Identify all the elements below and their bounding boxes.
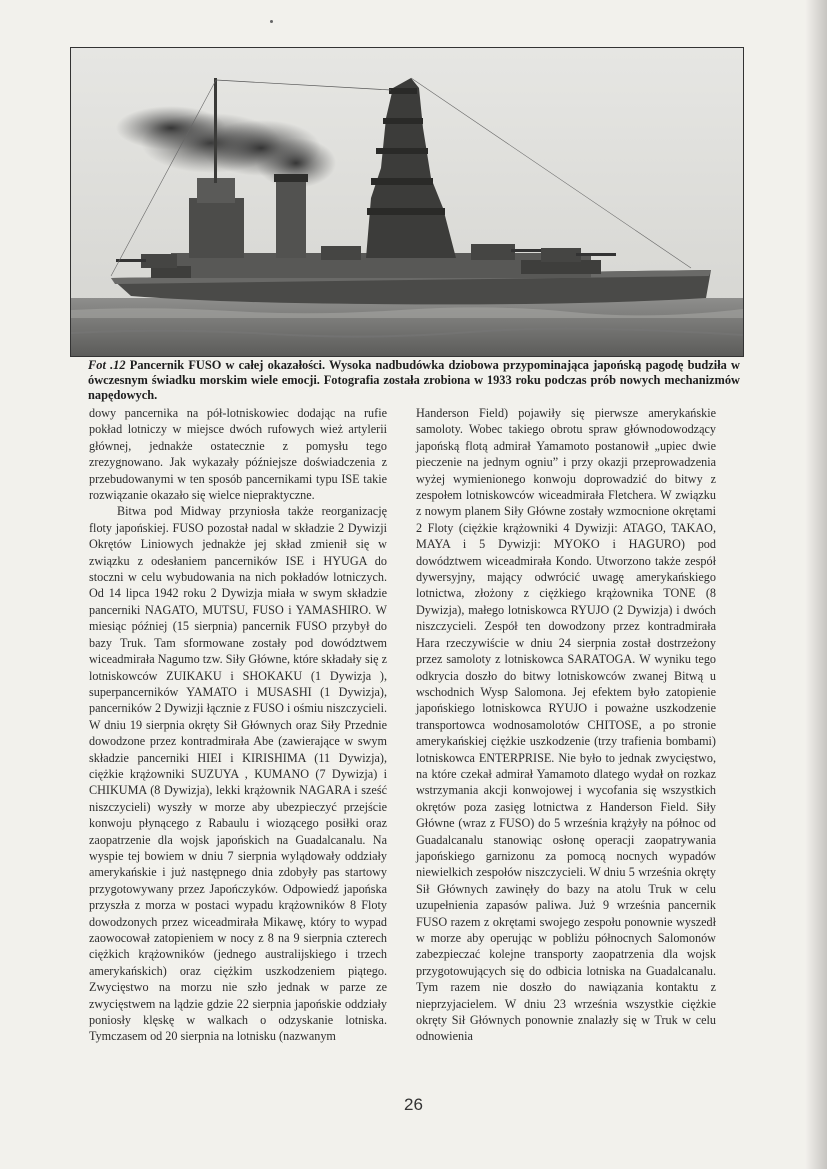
photo-caption: [88, 358, 740, 403]
text-column-right: [416, 405, 716, 1045]
caption-text: Pancernik FUSO w całej okazałości. Wysoka nadbudówka dziobowa przypominająca japońską pagodę budziła w ówczesnym świadku morskim wiele emocji. Fotografia została zrobiona w 1933 roku podczas prób nowych mechanizmów napędowych.: [88, 358, 740, 402]
page-edge-shadow: [805, 0, 827, 1169]
caption-label: Fot .12: [88, 358, 126, 372]
left-paragraph-2: Bitwa pod Midway przyniosła także reorganizację floty japońskiej. FUSO pozostał nadal w składzie 2 Dywizji Okrętów Liniowych jednakże jej skład zmienił się w związku z odesłaniem pancerników ISE i HYUGA do stoczni w celu wybudowania na nich pokładów lotniczych. Od 14 lipca 1942 roku 2 Dywizja miała w swym składzie pancerniki NAGATO, MUTSU, FUSO i YAMASHIRO. W miesiąc później (15 sierpnia) pancernik FUSO przybył do bazy Truk. Tam sformowane zostały pod dowództwem wiceadmirała Nagumo tzw. Siły Główne, które składały się z lotniskowców ZUIKAKU i SHOKAKU (1 Dywizja ), superpancerników YAMATO i MUSASHI (1 Dywizja), pancerników 2 Dywizji łącznie z FUSO i ośmiu niszczycieli. W dniu 19 sierpnia okręty Sił Głównych oraz Siły Przednie dowodzone przez kontradmirała Abe (zawierające w swym składzie pancerniki HIEI i KIRISHIMA (11 Dywizja), ciężkie krążowniki SUZUYA , KUMANO (7 Dywizja) i CHIKUMA (8 Dywizja), lekki krążownik NAGARA i sześć niszczycieli) wyszły w morze aby ubezpieczyć przejście konwoju płynącego z Rabaulu i wiozącego posiłki oraz zaopatrzenie dla wojsk japońskich na Guadalcanalu. Na wyspie tej bowiem w dniu 7 sierpnia wylądowały oddziały amerykańskie i już następnego dnia zdobyły pas startowy przygotowywany przez Japończyków. Odpowiedź japońska przyszła z morza w postaci wypadu krążowników 8 Floty dowodzonych przez wiceadmirała Mikawę, który to wypad zaowocował zatopieniem w nocy z 8 na 9 sierpnia czterech ciężkich krążowników (jednego australijskiego i trzech amerykańskich) oraz ciężkim uszkodzeniem piątego. Zwycięstwo na morzu nie szło jednak w parze ze zwycięstwem na lądzie gdzie 22 sierpnia japońskie oddziały poniosły klęskę w walkach o odzyskanie lotniska. Tymczasem od 20 sierpnia na lotnisku (nazwanym: [89, 504, 387, 1044]
scan-speck: [270, 20, 273, 23]
page-number: 26: [404, 1095, 423, 1114]
text-column-left: [89, 405, 387, 1045]
battleship-photo: [70, 47, 744, 357]
right-paragraph-1: Handerson Field) pojawiły się pierwsze amerykańskie samoloty. Wobec takiego obrotu spraw głównodowodzący japońską flotą admirał Yamamoto postanowił „upiec dwie pieczenie na jednym ogniu” i przy okazji przeprowadzenia wyżej wymienionego konwoju doprowadzić do bitwy z zespołem lotniskowców wiceadmirała Fletchera. W związku z nowym planem Siły Główne zostały wzmocnione okrętami 2 Floty (ciężkie krążowniki 4 Dywizji: ATAGO, TAKAO, MAYA i 5 Dywizji: MYOKO i HAGURO) pod dowództwem wiceadmirała Kondo. Utworzono także zespół dywersyjny, mający odwrócić uwagę amerykańskiego lotnictwa, złożony z ciężkiego krążownika TONE (8 Dywizja), małego lotniskowca RYUJO (2 Dywizja) i dwóch niszczycieli. Zespół ten dowodzony przez kontradmirała Hara rzeczywiście w dniu 24 sierpnia został dostrzeżony przez samoloty z lotniskowca SARATOGA. W wyniku tego odkrycia doszło do bitwy lotniskowców zwanej Bitwą u wschodnich Wysp Salomona. Jej efektem było zatopienie japońskiego lotniskowca RYUJO i poważne uszkodzenie transportowca wodnosamolotów CHITOSE, a po stronie amerykańskiej ciężkie uszkodzenie (trzy trafienia bombami) lotniskowca ENTERPRISE. Nie było to jednak zwycięstwo, na które czekał admirał Yamamoto dlatego wydał on rozkaz wstrzymania akcji konwojowej i wycofania się wszystkich okrętów poza zasięg lotnictwa z Handerson Field. Siły Główne (wraz z FUSO) do 5 września krążyły na północ od Guadalcanalu stanowiąc osłonę operacji zaopatrywania japońskiego garnizonu za pomocą nocnych wypadów niewielkich zespołów niszczycieli. W dniu 5 września okręty Sił Głównych zawinęły do bazy na atolu Truk w celu uzupełnienia zapasów paliwa. Już 9 września pancernik FUSO razem z okrętami swojego zespołu ponownie wyszedł w morze aby operując w pobliżu północnych Salomonów zabezpieczać kolejne transporty zaopatrzenia dla wojsk przygotowujących się do odbicia lotniska na Guadalcanalu. Tym razem nie doszło do nawiązania kontaktu z nieprzyjacielem. W dniu 23 września wszystkie ciężkie okręty Sił Głównych ponownie znalazły się w Truk w celu odnowienia: [416, 406, 716, 1044]
battleship-fuso-image: [71, 48, 743, 356]
left-paragraph-1: dowy pancernika na pół-lotniskowiec dodając na rufie pokład lotniczy w miejsce dwóch rufowych wież artylerii głównej, jednakże ostatecznie z pomysłu tego zrezygnowano. Jak wykazały późniejsze doświadczenia z przebudowanymi w ten sposób pancernikami typu ISE takie rozwiązanie okazało się wielce niepraktyczne.: [89, 406, 387, 503]
